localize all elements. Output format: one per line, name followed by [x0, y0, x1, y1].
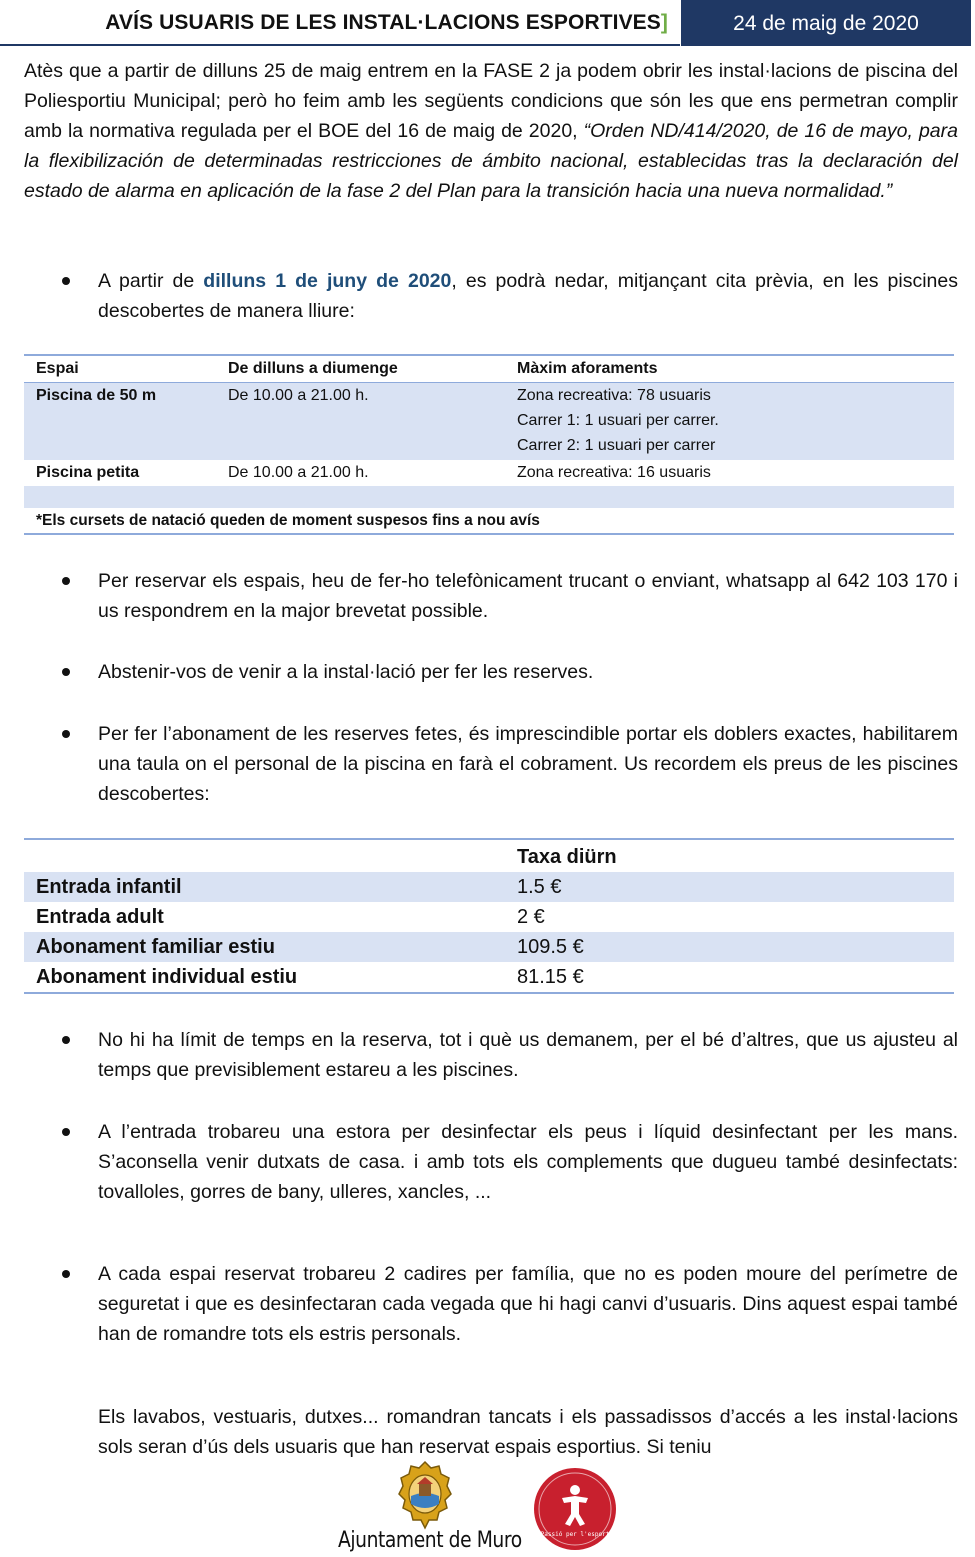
bullet-text: A l’entrada trobareu una estora per desinfectar els peus i líquid desinfectant per les mans. S’aconsella venir dutxats de casa. i amb tots els complements que dugueu també desinfectats: tovalloles, gorres de bany, ulleres, xancles, ... — [98, 1121, 958, 1203]
bullet-text: Per reservar els espais, heu de fer-ho telefònicament trucant o enviant, whatsapp al 642 103 170 i us respondrem en la major brevetat possible. — [98, 570, 958, 622]
bullet-text: No hi ha límit de temps en la reserva, tot i què us demanem, per el bé d’altres, que us ajusteu al temps que previsiblement estareu a les piscines. — [98, 1029, 958, 1081]
price-header-row — [24, 840, 954, 872]
price-value: 1.5 € — [517, 876, 562, 898]
capacity-line: Carrer 1: 1 usuari per carrer. — [517, 412, 719, 429]
bullet-text: Abstenir-vos de venir a la instal·lació per fer les reserves. — [98, 661, 594, 683]
schedule-hours: De 10.00 a 21.00 h. — [228, 464, 369, 481]
bullet-reservation-phone — [98, 566, 958, 626]
town-hall-name: Ajuntament de Muro — [338, 1528, 522, 1553]
bullet-disinfection — [98, 1117, 958, 1207]
schedule-table — [24, 354, 954, 535]
bullet-icon — [62, 730, 70, 738]
town-crest-logo — [395, 1460, 455, 1530]
bullet1-highlight: dilluns 1 de juny de 2020 — [203, 270, 452, 292]
bullet-text: Els lavabos, vestuaris, dutxes... romandran tancats i els passadissos d’accés a les instal·lacions sols seran d’ús dels usuaris que han reservat espais esportius. Si teniu — [98, 1406, 958, 1458]
schedule-row — [24, 383, 954, 460]
price-value: 109.5 € — [517, 936, 584, 958]
bullet1-after: , es podrà nedar, mitjançant cita prèvia, en les piscines descobertes de manera lliure: — [98, 270, 958, 322]
schedule-header-row — [24, 356, 954, 383]
bullet-icon — [62, 277, 70, 285]
schedule-space: Piscina petita — [36, 464, 140, 481]
schedule-capacity — [517, 383, 719, 458]
intro-text: Atès que a partir de dilluns 25 de maig entrem en la FASE 2 ja podem obrir les instal·lacions de piscina del Poliesportiu Municipal; però ho feim amb les següents condicions que són les que ens permetran complir amb la normativa regulada per el BOE del 16 de maig de 2020, — [24, 60, 958, 142]
bullet-text: Per fer l’abonament de les reserves fetes, és imprescindible portar els doblers exactes, habilitarem una taula on el personal de la piscina en farà el cobrament. Us recordem els preus de les piscines descobertes: — [98, 723, 958, 805]
bullet-text: A cada espai reservat trobareu 2 cadires per família, que no es poden moure del perímetre de seguretat i que es desinfectaran cada vegada que hi hagi canvi d’usuaris. Dins aquest espai també han de romandre tots els estris personals. — [98, 1263, 958, 1345]
bullet-time-limit — [98, 1025, 958, 1085]
price-row — [24, 932, 954, 962]
capacity-line: Carrer 2: 1 usuari per carrer — [517, 437, 716, 454]
schedule-hours: De 10.00 a 21.00 h. — [228, 387, 369, 404]
document-header — [0, 0, 975, 46]
bullet1-before: A partir de — [98, 270, 204, 292]
schedule-space: Piscina de 50 m — [36, 387, 157, 404]
price-value: 81.15 € — [517, 966, 584, 988]
bullet-icon — [62, 1036, 70, 1044]
footer — [0, 1460, 975, 1557]
bullet-opening-date — [98, 266, 958, 326]
notice-title — [0, 0, 680, 46]
intro-paragraph — [24, 56, 958, 206]
bullet-no-visit — [98, 657, 958, 687]
notice-date: 24 de maig de 2020 — [681, 0, 971, 46]
sport-passion-logo — [532, 1466, 618, 1552]
capacity-line: Zona recreativa: 16 usuaris — [517, 464, 711, 481]
schedule-header-capacity: Màxim aforaments — [517, 360, 658, 377]
price-value: 2 € — [517, 906, 545, 928]
bullet-facilities-closed — [98, 1402, 958, 1462]
price-item: Abonament individual estiu — [36, 966, 298, 988]
bullet-payment — [98, 719, 958, 809]
price-row — [24, 902, 954, 932]
price-header: Taxa diürn — [517, 846, 617, 868]
schedule-note: *Els cursets de natació queden de moment suspesos fins a nou avís — [36, 512, 540, 529]
price-table — [24, 838, 954, 994]
bullet-icon — [62, 668, 70, 676]
price-item: Entrada adult — [36, 906, 164, 928]
schedule-header-days: De dilluns a diumenge — [228, 360, 398, 377]
capacity-line: Zona recreativa: 78 usuaris — [517, 387, 711, 404]
price-row — [24, 962, 954, 992]
badge-text: Passió per l'esport — [540, 1531, 610, 1538]
price-item: Abonament familiar estiu — [36, 936, 275, 958]
notice-title-text: AVÍS USUARIS DE LES INSTAL·LACIONS ESPORTIVES — [105, 11, 661, 34]
schedule-empty-row — [24, 486, 954, 508]
bullet-icon — [62, 1128, 70, 1136]
bullet-chairs — [98, 1259, 958, 1349]
schedule-header-space: Espai — [36, 360, 79, 377]
bullet-icon — [62, 1270, 70, 1278]
schedule-row — [24, 460, 954, 486]
price-item: Entrada infantil — [36, 876, 182, 898]
intro-quote: “Orden ND/414/2020, de 16 de mayo, para la flexibilización de determinadas restricciones de ámbito nacional, establecidas tras la declaración del estado de alarma en aplicación de la fase 2 del Plan para la transición hacia una nueva normalidad.” — [24, 120, 958, 202]
price-row — [24, 872, 954, 902]
schedule-note-row — [24, 508, 954, 533]
title-bracket: ] — [660, 11, 668, 34]
bullet-icon — [62, 577, 70, 585]
